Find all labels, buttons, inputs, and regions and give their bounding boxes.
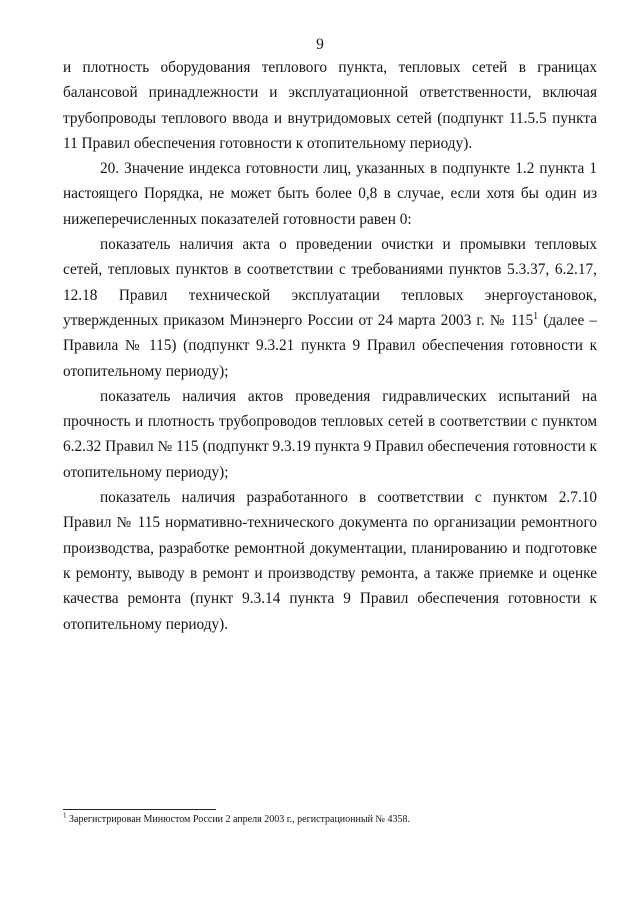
paragraph-indicator-cleaning-act-text-after: (далее – Правила № 115) (подпункт 9.3.21 пункта 9 Правил обеспечения готовности к отопительному периоду);: [63, 311, 597, 380]
footnote: [63, 813, 583, 826]
footnote-marker: 1: [63, 811, 67, 820]
paragraph-indicator-cleaning-act-text: показатель наличия акта о проведении очистки и промывки тепловых сетей, тепловых пунктов в соответствии с требованиями пунктов 5.3.37, 6.2.17, 12.18 Правил технической эксплуатации тепловых энергоустановок, утвержденных приказом Минэнерго России от 24 марта 2003 г. № 115: [63, 236, 597, 329]
page-number: 9: [316, 36, 324, 53]
paragraph-indicator-hydraulic-tests: показатель наличия актов проведения гидравлических испытаний на прочность и плотность трубопроводов тепловых сетей в соответствии с пунктом 6.2.32 Правил № 115 (подпункт 9.3.19 пункта 9 Правил обеспечения готовности к отопительному периоду);: [63, 387, 597, 481]
footnote-text: Зарегистрирован Минюстом России 2 апреля 2003 г., регистрационный № 4358.: [66, 814, 410, 825]
paragraph-indicator-cleaning-act: [63, 232, 597, 384]
document-body: [63, 55, 597, 637]
footnote-reference: 1: [533, 310, 539, 322]
paragraph-indicator-repair-document: показатель наличия разработанного в соответствии с пунктом 2.7.10 Правил № 115 нормативно-технического документа по организации ремонтного производства, разработке ремонтной документации, планированию и подготовке к ремонту, выводу в ремонт и производству ремонта, а также приемке и оценке качества ремонта (пункт 9.3.14 пункта 9 Правил обеспечения готовности к отопительному периоду).: [63, 489, 597, 633]
footnote-separator: [63, 809, 216, 810]
paragraph-item-20: 20. Значение индекса готовности лиц, указанных в подпункте 1.2 пункта 1 настоящего Порядка, не может быть более 0,8 в случае, если хотя бы один из нижеперечисленных показателей готовности равен 0:: [63, 160, 597, 228]
paragraph-continuation: и плотность оборудования теплового пункта, тепловых сетей в границах балансовой принадлежности и эксплуатационной ответственности, включая трубопроводы теплового ввода и внутридомовых сетей (подпункт 11.5.5 пункта 11 Правил обеспечения готовности к отопительному периоду).: [63, 59, 597, 152]
